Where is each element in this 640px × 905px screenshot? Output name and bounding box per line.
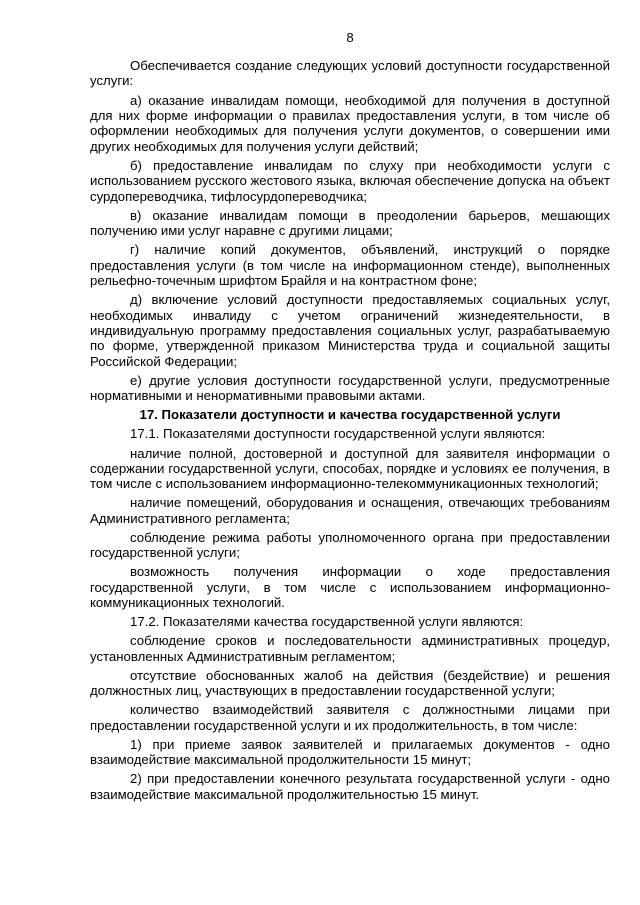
section-heading: 17. Показатели доступности и качества государственной услуги [139, 407, 561, 423]
paragraph-item-a: а) оказание инвалидам помощи, необходимой для получения в доступной для них форме информации о правилах предоставления услуги, в том числе об оформлении необходимых для получения услуги документов, о совершении ими других необходимых для получения услуги действий; [90, 92, 610, 154]
paragraph-quality-complaints: отсутствие обоснованных жалоб на действия (бездействие) и решения должностных лиц, участвующих в предоставлении государственной услуги; [90, 667, 610, 699]
paragraph-item-v: в) оказание инвалидам помощи в преодолении барьеров, мешающих получению ими услуг наравне с другими лицами; [90, 207, 610, 239]
paragraph-availability-info: наличие полной, достоверной и доступной для заявителя информации о содержании государственной услуги, способах, порядке и условиях ее получения, в том числе с использованием информационно-телекоммуникационных технологий; [90, 445, 610, 492]
paragraph-item-e: е) другие условия доступности государственной услуги, предусмотренные нормативными и ненормативными правовыми актами. [90, 372, 610, 404]
paragraph-17-1: 17.1. Показателями доступности государственной услуги являются: [130, 426, 546, 442]
paragraph-item-b: б) предоставление инвалидам по слуху при необходимости услуги с использованием русского жестового языка, включая обеспечение допуска на объект сурдопереводчика, тифлосурдопереводчика; [90, 157, 610, 204]
paragraph-interaction-2: 2) при предоставлении конечного результата государственной услуги - одно взаимодействие максимальной продолжительностью 15 минут. [90, 771, 610, 802]
paragraph-quality-interactions: количество взаимодействий заявителя с должностными лицами при предоставлении государственной услуги и их продолжительность, в том числе: [90, 702, 610, 733]
paragraph-quality-deadlines: соблюдение сроков и последовательности административных процедур, установленных Административным регламентом; [90, 633, 610, 664]
paragraph-availability-premises: наличие помещений, оборудования и оснащения, отвечающих требованиям Административного регламента; [90, 495, 610, 526]
paragraph-availability-schedule: соблюдение режима работы уполномоченного органа при предоставлении государственной услуги; [90, 529, 610, 561]
paragraph-availability-progress: возможность получения информации о ходе предоставления государственной услуги, в том числе с использованием информационно-коммуникационных технологий. [90, 564, 610, 611]
paragraph-item-g: г) наличие копий документов, объявлений, инструкций о порядке предоставления услуги (в том числе на информационном стенде), выполненных рельефно-точечным шрифтом Брайля и на контрастном фоне; [90, 242, 610, 289]
paragraph-intro: Обеспечивается создание следующих условий доступности государственной услуги: [90, 58, 610, 89]
page-number: 8 [346, 30, 354, 45]
paragraph-interaction-1: 1) при приеме заявок заявителей и прилагаемых документов - одно взаимодействие максимальной продолжительности 15 минут; [90, 736, 610, 768]
paragraph-17-2: 17.2. Показателями качества государственной услуги являются: [130, 614, 524, 630]
document-page [90, 30, 610, 806]
paragraph-item-d: д) включение условий доступности предоставляемых социальных услуг, необходимых инвалиду с учетом ограничений жизнедеятельности, в индивидуальную программу предоставления социальных услуг, разрабатываемую по форме, утвержденной приказом Министерства труда и социальной защиты Российской Федерации; [90, 292, 610, 369]
